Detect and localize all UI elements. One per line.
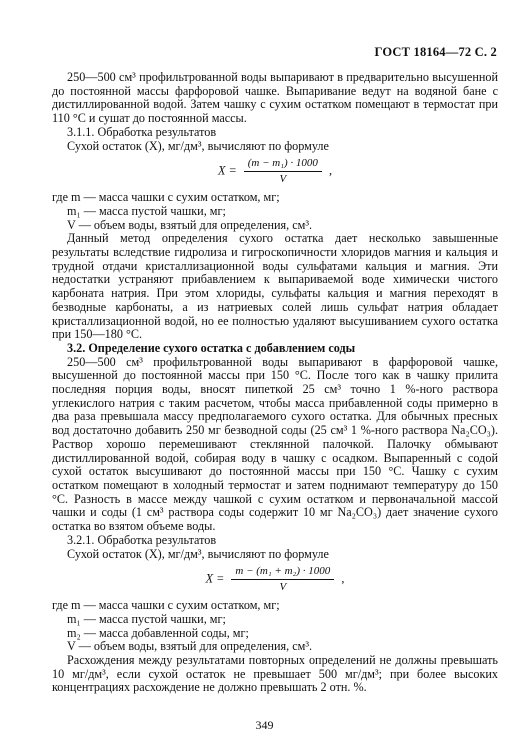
formula-2-tail: , — [341, 571, 345, 586]
definition-line: где m — масса чашки с сухим остатком, мг; — [52, 598, 280, 613]
paragraph-evaporation: 250—500 см³ профильтрованной воды выпаривают в предварительно высушенной до постоянной массы фарфоровой чашке. Выпаривание ведут на водяной бане с дистиллированной водой. Затем чашку с сухим остатком помещают в термостат при 110 °С и сушат до постоянной массы. — [52, 70, 498, 126]
formula-2-intro: Сухой остаток (X), мг/дм³, вычисляют по формуле — [67, 546, 329, 561]
definition-line: m₁ — масса пустой чашки, мг; — [67, 203, 226, 218]
paragraph-soda-method: 250—500 см³ профильтрованной воды выпаривают в фарфоровой чашке, высушенной до постоянной массы при 150 °С. После того как в чашку прилита последняя порция воды, вносят пипеткой 25 см³ точно 1 %-ного раствора углекислого натрия с таким расчетом, чтобы масса прибавленной соды примерно в два раза превышала массу предполагаемого сухого остатка. Для обычных пресных вод достаточно добавить 250 мг безводной соды (25 см³ 1 %-ного раствора Na₂CO₃). Раствор хорошо перемешивают стеклянной палочкой. Палочку обмывают дистиллированной водой, собирая воду в чашку с осадком. Выпаренный с содой сухой остаток высушивают до постоянной массы при 150 °С. Чашку с сухим остатком помещают в холодный термостат и затем поднимают температуру до 150 °С. Разность в массе между чашкой с сухим остатком и первоначальной массой чашки и соды (1 см³ раствора соды содержит 10 мг Na₂CO₃) дает значение сухого остатка во взятом объеме воды. — [52, 354, 498, 534]
definition-line: V — объем воды, взятый для определения, см³. — [67, 639, 313, 654]
definition-line: V — объем воды, взятый для определения, см³. — [67, 217, 313, 232]
formula-1-denominator: V — [279, 173, 287, 186]
formula-1-lhs: X = — [217, 163, 237, 178]
formula-1-intro: Сухой остаток (X), мг/дм³, вычисляют по формуле — [67, 138, 329, 153]
formula-1-tail: , — [328, 163, 333, 178]
section-3-1-1-heading: 3.1.1. Обработка результатов — [67, 124, 217, 139]
paragraph-tolerance: Расхождения между результатами повторных определений не должны превышать 10 мг/дм³, если сухой остаток не превышает 500 мг/дм³; при более высоких концентрациях расхождение не должно превышать 2 отн. %. — [52, 653, 498, 695]
paragraph-method-remarks: Данный метод определения сухого остатка дает несколько завышенные результаты вследствие гидролиза и гигроскопичности хлоридов магния и кальция и трудной отдачи кристаллизационной воды сульфатами кальция и магния. Эти недостатки устраняют прибавлением к выпариваемой воде химически чистого карбоната натрия. При этом хлориды, сульфаты кальция и магния переходят в безводные карбонаты, а из натриевых солей лишь сульфат натрия обладает кристаллизационной водой, но ее полностью удаляют высушиванием сухого остатка при 150—180 °С. — [52, 231, 498, 342]
section-3-2-1-heading: 3.2.1. Обработка результатов — [67, 532, 217, 547]
formula-2-numerator: m − (m₁ + m₂) · 1000 — [231, 564, 334, 580]
formula-2-fraction — [231, 564, 334, 595]
section-3-2-heading: 3.2. Определение сухого остатка с добавлением соды — [67, 340, 356, 355]
formula-2-lhs: X = — [205, 571, 225, 586]
page-number: 349 — [255, 718, 274, 732]
formula-1 — [52, 156, 498, 187]
definition-line: m₂ — масса добавленной соды, мг; — [67, 625, 249, 640]
formula-1-fraction — [244, 156, 322, 187]
body-text — [52, 71, 498, 695]
page-header: ГОСТ 18164—72 С. 2 — [374, 45, 497, 59]
formula-2-denominator: V — [279, 581, 287, 594]
definition-line: m₁ — масса пустой чашки, мг; — [67, 611, 226, 626]
formula-2 — [52, 564, 498, 595]
definition-line: где m — масса чашки с сухим остатком, мг; — [52, 190, 280, 205]
formula-1-numerator: (m − m₁) · 1000 — [244, 156, 322, 172]
